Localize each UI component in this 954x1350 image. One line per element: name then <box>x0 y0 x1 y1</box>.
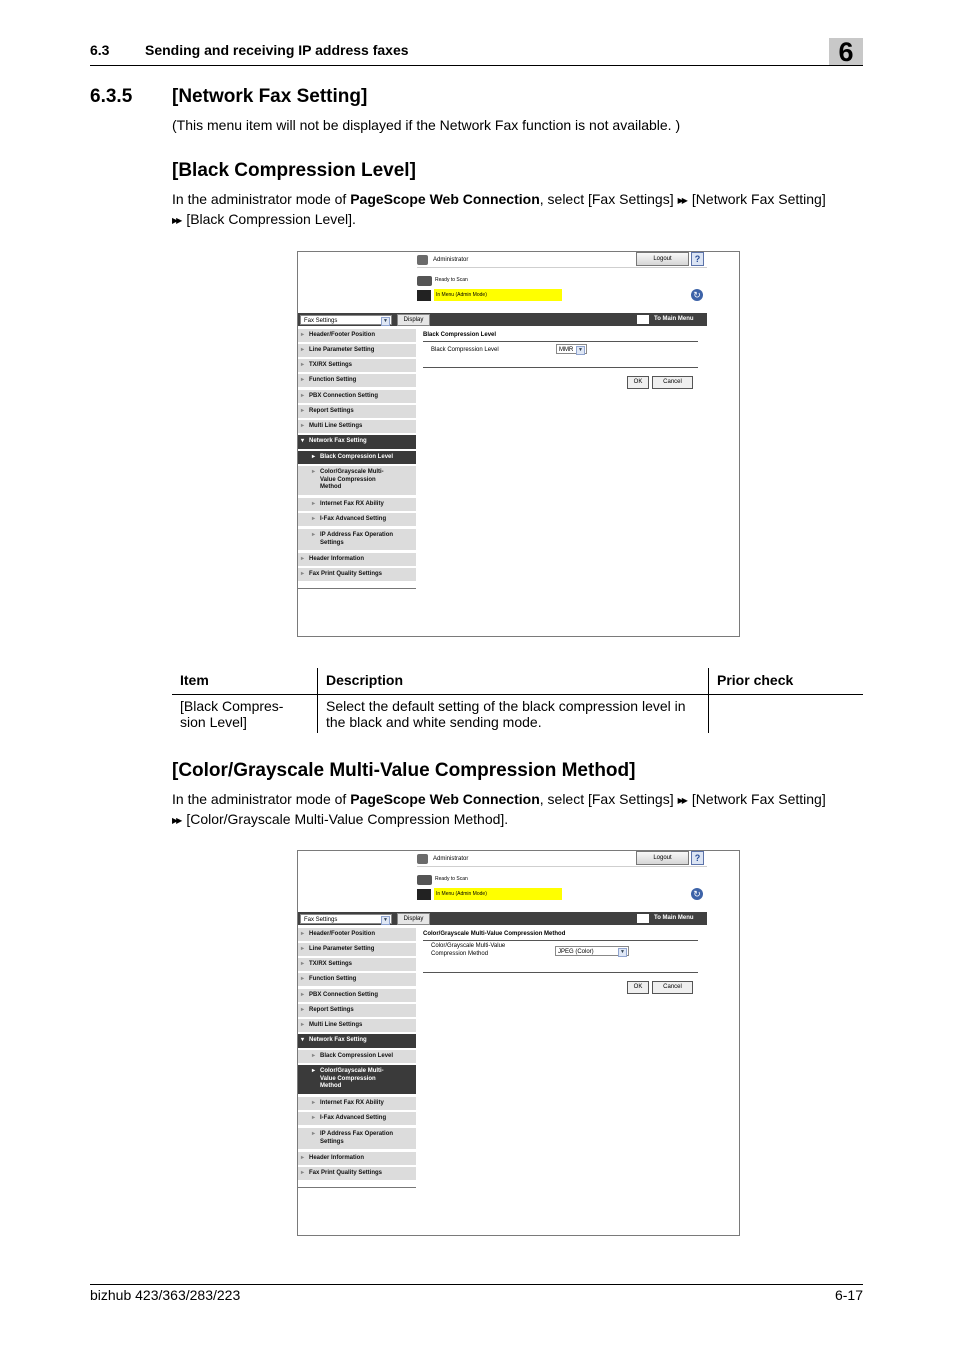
refresh-icon[interactable]: ↻ <box>691 289 703 301</box>
menu-item-header-info[interactable]: ▸ Header Information <box>298 1152 416 1165</box>
display-button[interactable]: Display <box>397 314 430 326</box>
chevron-down-icon: ▼ <box>381 916 390 925</box>
main-menu-icon <box>637 315 649 324</box>
menu-item-line-parameter[interactable]: ▸ Line Parameter Setting <box>298 943 416 956</box>
table-header-row <box>172 668 863 695</box>
header-section-title: Sending and receiving IP address faxes <box>145 42 409 58</box>
menu-item-fax-print-quality[interactable]: ▸ Fax Print Quality Settings <box>298 568 416 581</box>
help-icon[interactable]: ? <box>691 851 704 865</box>
menu-item-multi-line[interactable]: ▸ Multi Line Settings <box>298 1019 416 1032</box>
table-row <box>172 695 863 734</box>
header-rule <box>90 65 863 66</box>
menu-line: Method <box>320 484 342 490</box>
cancel-button[interactable]: Cancel <box>652 981 693 994</box>
menu-line: Color/Grayscale Multi- <box>320 469 384 475</box>
menu-item-black-compression[interactable]: ▸ Black Compression Level <box>298 1050 416 1063</box>
administrator-label: Administrator <box>433 856 469 862</box>
menu-line: Method <box>320 1083 342 1089</box>
printer-icon <box>417 875 432 885</box>
menu-item-color-compression[interactable] <box>298 466 416 495</box>
header-section-number: 6.3 <box>90 42 110 58</box>
content-title: Black Compression Level <box>423 332 497 338</box>
content-rule <box>423 341 698 342</box>
menu-item-line-parameter[interactable]: ▸ Line Parameter Setting <box>298 344 416 357</box>
double-arrow-icon: ▶▶ <box>172 216 181 225</box>
chevron-down-icon: ▼ <box>576 346 585 355</box>
menu-line: IP Address Fax Operation <box>320 1131 394 1137</box>
logout-button[interactable]: Logout <box>636 252 689 266</box>
menu-item-function[interactable]: ▸ Function Setting <box>298 973 416 986</box>
administrator-icon <box>417 255 428 265</box>
menu-item-header-info[interactable]: ▸ Header Information <box>298 553 416 566</box>
cell-description: Select the default setting of the black compression level in the black and white sending mode. <box>318 695 709 734</box>
logout-button[interactable]: Logout <box>636 851 689 865</box>
menu-item-ifax-advanced[interactable]: ▸ I-Fax Advanced Setting <box>298 1112 416 1125</box>
menu-item-ip-address-fax[interactable] <box>298 1128 416 1149</box>
cell-prior-check <box>709 695 864 734</box>
to-main-menu-link[interactable]: To Main Menu <box>654 316 694 322</box>
settings-table <box>172 668 863 733</box>
printer-icon <box>417 276 432 286</box>
to-main-menu-link[interactable]: To Main Menu <box>654 915 694 921</box>
ok-button[interactable]: OK <box>627 981 649 994</box>
menu-item-txrx[interactable]: ▸ TX/RX Settings <box>298 958 416 971</box>
menu-item-txrx[interactable]: ▸ TX/RX Settings <box>298 359 416 372</box>
footer-product: bizhub 423/363/283/223 <box>90 1287 241 1303</box>
refresh-icon[interactable]: ↻ <box>691 888 703 900</box>
double-arrow-icon: ▶▶ <box>172 816 181 825</box>
display-button[interactable]: Display <box>397 913 430 925</box>
divider <box>417 267 707 268</box>
screenshot-black-compression <box>297 251 740 637</box>
para-mid: , select [Fax Settings] <box>539 191 674 207</box>
footer-rule <box>90 1284 863 1285</box>
menu-item-ip-address-fax[interactable] <box>298 529 416 550</box>
field-label-line: Color/Grayscale Multi-Value <box>431 943 506 949</box>
page-number: 6-17 <box>834 1287 863 1303</box>
color-compression-heading: [Color/Grayscale Multi-Value Compression Method] <box>172 760 636 781</box>
menu-item-black-compression[interactable]: ▸ Black Compression Level <box>298 451 416 464</box>
menu-line: Value Compression <box>320 1075 376 1082</box>
content-rule <box>423 367 698 368</box>
para-app-name: PageScope Web Connection <box>350 191 540 207</box>
ok-button[interactable]: OK <box>627 376 649 389</box>
mode-status: In Menu (Admin Mode) <box>434 289 562 301</box>
main-menu-icon <box>637 914 649 923</box>
menu-item-report[interactable]: ▸ Report Settings <box>298 1004 416 1017</box>
menu-item-function[interactable]: ▸ Function Setting <box>298 374 416 387</box>
settings-select[interactable] <box>300 315 392 325</box>
menu-item-internet-fax[interactable]: ▸ Internet Fax RX Ability <box>298 498 416 511</box>
section-number: 6.3.5 <box>90 86 133 107</box>
black-compression-heading: [Black Compression Level] <box>172 160 416 181</box>
compression-select-value: MMR <box>559 347 574 353</box>
settings-select[interactable] <box>300 914 392 924</box>
chevron-down-icon: ▼ <box>618 948 627 957</box>
para-path-2: [Network Fax Setting] <box>691 191 826 207</box>
screenshot-color-compression <box>297 850 740 1236</box>
menu-line: Value Compression <box>320 476 376 483</box>
para-path-3: [Color/Grayscale Multi-Value Compression Method]. <box>186 811 509 827</box>
double-arrow-icon: ▶▶ <box>677 196 686 205</box>
menu-line: IP Address Fax Operation <box>320 532 394 538</box>
column-header-item: Item <box>172 668 318 695</box>
content-title: Color/Grayscale Multi-Value Compression Method <box>423 931 566 937</box>
mode-status: In Menu (Admin Mode) <box>434 888 562 900</box>
menu-item-fax-print-quality[interactable]: ▸ Fax Print Quality Settings <box>298 1167 416 1180</box>
menu-item-internet-fax[interactable]: ▸ Internet Fax RX Ability <box>298 1097 416 1110</box>
menu-item-multi-line[interactable]: ▸ Multi Line Settings <box>298 420 416 433</box>
menu-bottom-rule <box>298 1187 416 1188</box>
cell-item: [Black Compres-sion Level] <box>180 698 284 730</box>
administrator-label: Administrator <box>433 257 469 263</box>
section-title: [Network Fax Setting] <box>172 86 368 107</box>
para-prefix: In the administrator mode of <box>172 191 351 207</box>
menu-line: Color/Grayscale Multi- <box>320 1068 384 1074</box>
black-compression-instructions <box>172 190 872 230</box>
chapter-number: 6 <box>838 37 854 67</box>
menu-item-pbx[interactable]: ▸ PBX Connection Setting <box>298 989 416 1002</box>
menu-item-report[interactable]: ▸ Report Settings <box>298 405 416 418</box>
compression-select[interactable] <box>556 344 587 354</box>
settings-select-value: Fax Settings <box>304 318 338 324</box>
administrator-icon <box>417 854 428 864</box>
menu-item-ifax-advanced[interactable]: ▸ I-Fax Advanced Setting <box>298 513 416 526</box>
device-icon <box>417 889 431 900</box>
compression-method-select[interactable] <box>555 946 629 956</box>
menu-item-pbx[interactable]: ▸ PBX Connection Setting <box>298 390 416 403</box>
menu-line: Settings <box>320 1138 344 1145</box>
field-label-line: Compression Method <box>431 950 489 957</box>
menu-item-header-footer[interactable]: ▸ Header/Footer Position <box>298 928 416 941</box>
para-prefix: In the administrator mode of <box>172 791 351 807</box>
menu-bottom-rule <box>298 588 416 589</box>
field-label <box>431 943 505 958</box>
ready-status: Ready to Scan <box>435 277 468 283</box>
double-arrow-icon: ▶▶ <box>677 796 686 805</box>
ready-status: Ready to Scan <box>435 876 468 882</box>
content-rule <box>423 940 698 941</box>
field-label: Black Compression Level <box>431 347 499 353</box>
menu-item-header-footer[interactable]: ▸ Header/Footer Position <box>298 329 416 342</box>
settings-select-value: Fax Settings <box>304 917 338 923</box>
para-path-3: [Black Compression Level]. <box>186 211 356 227</box>
content-rule <box>423 972 698 973</box>
chevron-down-icon: ▼ <box>381 317 390 326</box>
column-header-prior-check: Prior check <box>709 668 864 695</box>
divider <box>417 866 707 867</box>
device-icon <box>417 290 431 301</box>
para-path-2: [Network Fax Setting] <box>691 791 826 807</box>
para-mid: , select [Fax Settings] <box>539 791 674 807</box>
column-header-description: Description <box>318 668 709 695</box>
menu-item-network-fax[interactable]: ▾ Network Fax Setting <box>298 1034 416 1048</box>
compression-method-value: JPEG (Color) <box>558 949 594 955</box>
menu-item-network-fax[interactable]: ▾ Network Fax Setting <box>298 435 416 449</box>
menu-item-color-compression[interactable] <box>298 1065 416 1094</box>
para-app-name: PageScope Web Connection <box>350 791 540 807</box>
menu-line: Settings <box>320 539 344 546</box>
color-compression-instructions <box>172 790 872 830</box>
section-note: (This menu item will not be displayed if the Network Fax function is not available. ) <box>172 117 681 133</box>
help-icon[interactable]: ? <box>691 252 704 266</box>
cancel-button[interactable]: Cancel <box>652 376 693 389</box>
